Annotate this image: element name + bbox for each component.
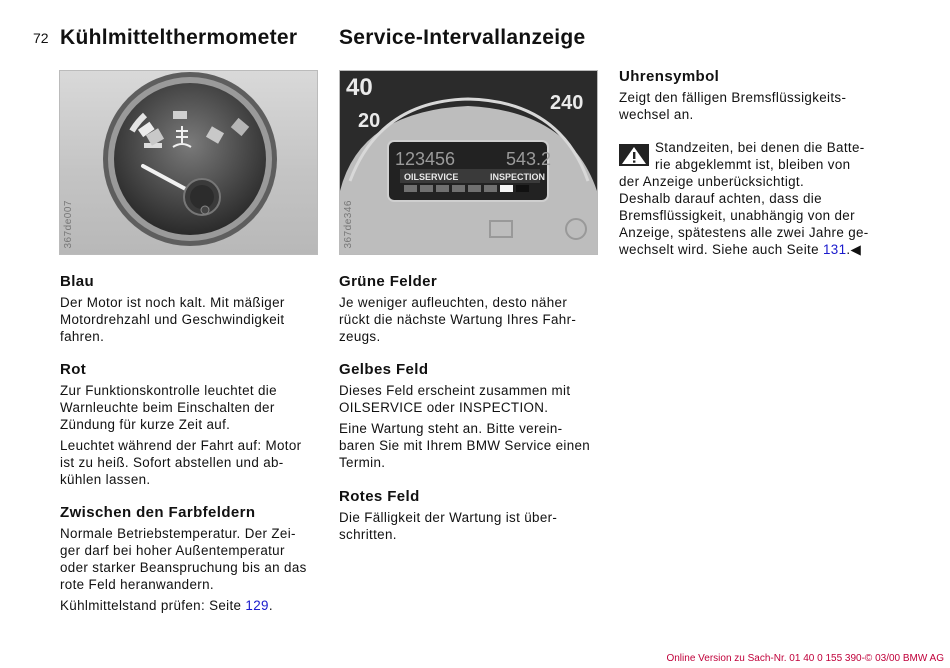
text-zwischen	[60, 525, 307, 593]
footer-copyright: Online Version zu Sach-Nr. 01 40 0 155 390-© 03/00 BMW AG	[666, 653, 944, 664]
heading-blau: Blau	[60, 273, 95, 290]
text-line: Der Motor ist noch kalt. Mit mäßiger	[60, 295, 285, 310]
service-interval-image	[339, 70, 598, 255]
text-span: Kühlmittelstand prüfen: Seite	[60, 598, 246, 613]
text-line	[619, 241, 869, 258]
inspection-label: INSPECTION	[490, 172, 546, 182]
gauge-label-40: 40	[346, 74, 373, 101]
text-line: schritten.	[339, 527, 397, 542]
text-line: Bremsflüssigkeit, unabhängig von der	[619, 208, 855, 223]
text-line: Leuchtet während der Fahrt auf: Motor	[60, 438, 302, 453]
text-line: Termin.	[339, 455, 386, 470]
text-line: ger darf bei hoher Außentemperatur	[60, 543, 285, 558]
heading-gruene-felder: Grüne Felder	[339, 273, 438, 290]
text-line: oder starker Beanspruchung bis an das	[60, 560, 307, 575]
text-coolant-level	[60, 597, 273, 614]
text-line: Die Fälligkeit der Wartung ist über-	[339, 510, 558, 525]
text-gelbes	[339, 382, 570, 416]
text-line: baren Sie mit Ihrem BMW Service einen	[339, 438, 591, 453]
gauge-label-20: 20	[358, 110, 381, 132]
heading-rot: Rot	[60, 361, 87, 378]
text-line: Je weniger aufleuchten, desto näher	[339, 295, 568, 310]
text-gelbes-2	[339, 420, 590, 471]
coolant-thermometer-image	[59, 70, 318, 255]
text-line: Standzeiten, bei denen die Batte-	[655, 140, 865, 155]
text-line: Normale Betriebstemperatur. Der Zei-	[60, 526, 296, 541]
text-line: wechsel an.	[619, 107, 694, 122]
text-line: ist zu heiß. Sofort abstellen und ab-	[60, 455, 284, 470]
text-line: OILSERVICE oder INSPECTION.	[339, 400, 549, 415]
text-line: kühlen lassen.	[60, 472, 151, 487]
text-line: zeugs.	[339, 329, 381, 344]
thermometer-gauge-graphic	[60, 71, 317, 254]
oilservice-label: OILSERVICE	[404, 172, 459, 182]
warning-icon	[619, 144, 649, 166]
text-line: Deshalb darauf achten, dass die	[619, 191, 822, 206]
text-warning	[619, 173, 869, 258]
text-warning-indent	[655, 139, 865, 173]
heading-rotes-feld: Rotes Feld	[339, 488, 420, 505]
text-rot-2	[60, 437, 301, 488]
heading-gelbes-feld: Gelbes Feld	[339, 361, 429, 378]
title-service-interval: Service-Intervallanzeige	[339, 26, 586, 49]
gauge-label-240: 240	[550, 92, 584, 114]
text-span: .◀	[846, 242, 862, 257]
text-span: .	[268, 598, 273, 613]
text-gruene	[339, 294, 576, 345]
text-line: der Anzeige unberücksichtigt.	[619, 174, 805, 189]
text-line: fahren.	[60, 329, 105, 344]
text-blau	[60, 294, 285, 345]
heading-zwischen: Zwischen den Farbfeldern	[60, 504, 256, 521]
text-span: wechselt wird. Siehe auch Seite	[619, 242, 823, 257]
text-line: Dieses Feld erscheint zusammen mit	[339, 383, 571, 398]
text-line: Warnleuchte beim Einschalten der	[60, 400, 275, 415]
text-line: rückt die nächste Wartung Ihres Fahr-	[339, 312, 577, 327]
service-display-graphic	[340, 71, 597, 254]
text-line: rie abgeklemmt ist, bleiben von	[655, 157, 851, 172]
text-line: Anzeige, spätestens alle zwei Jahre ge-	[619, 225, 869, 240]
trip-value: 543.2	[506, 149, 552, 169]
text-rotes	[339, 509, 557, 543]
page-number: 72	[33, 30, 49, 46]
text-line: Eine Wartung steht an. Bitte verein-	[339, 421, 563, 436]
image-code: 367de007	[63, 199, 74, 248]
text-line: Motordrehzahl und Geschwindigkeit	[60, 312, 285, 327]
page-link-129[interactable]: 129	[245, 598, 269, 613]
text-line: Zur Funktionskontrolle leuchtet die	[60, 383, 277, 398]
title-coolant-thermometer: Kühlmittelthermometer	[60, 26, 298, 49]
text-line: Zündung für kurze Zeit auf.	[60, 417, 231, 432]
text-rot	[60, 382, 277, 433]
odometer-value: 123456	[395, 149, 456, 169]
text-line: Zeigt den fälligen Bremsflüssigkeits-	[619, 90, 847, 105]
page-link-131[interactable]: 131	[822, 242, 847, 257]
image-code: 367de346	[343, 199, 354, 248]
text-uhrensymbol	[619, 89, 846, 123]
text-line: rote Feld heranwandern.	[60, 577, 214, 592]
heading-uhrensymbol: Uhrensymbol	[619, 68, 720, 85]
